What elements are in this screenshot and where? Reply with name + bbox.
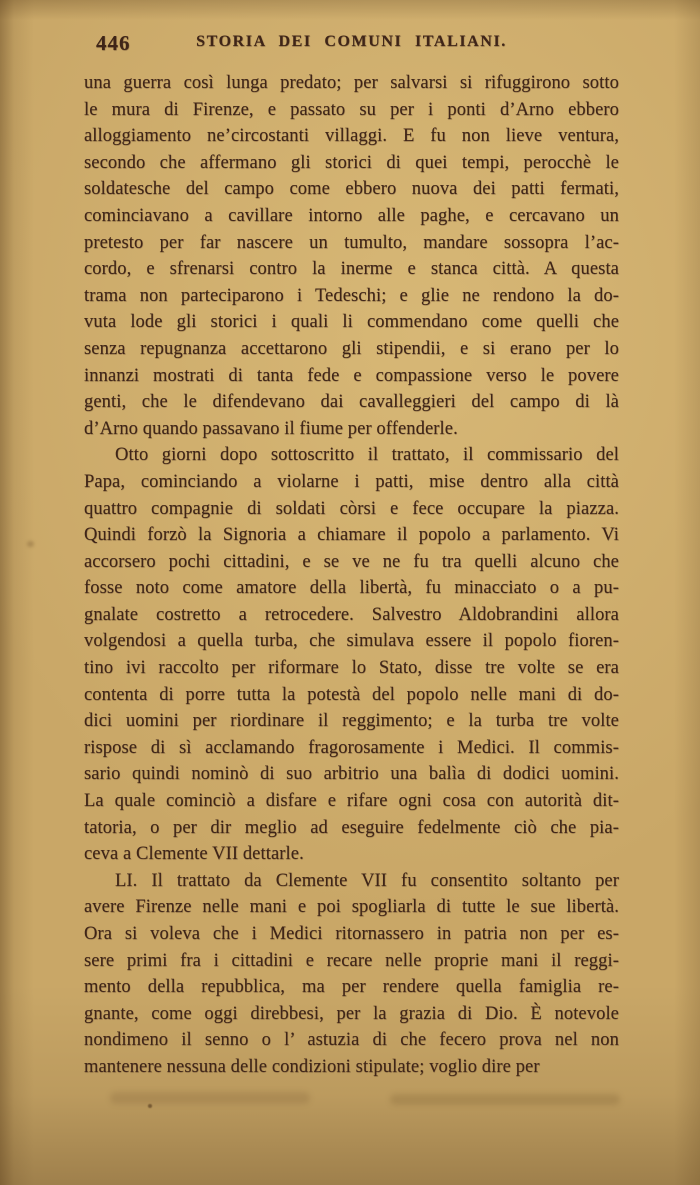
text-line: vuta lode gli storici i quali li commendano come quelli che [84, 312, 619, 333]
text-line: volgendosi a quella turba, che simulava essere il popolo fioren- [84, 631, 619, 652]
text-line: rispose di sì acclamando fragorosamente i Medici. Il commis- [84, 737, 619, 758]
text-line: mento della repubblica, ma per rendere quella famiglia re- [84, 977, 619, 998]
text-line: tatoria, o per dir meglio ad eseguire fedelmente ciò che pia- [84, 817, 619, 838]
paper-speck [27, 541, 34, 547]
text-line: mantenere nessuna delle condizioni stipulate; voglio dire per [84, 1056, 540, 1077]
text-line: cordo, e sfrenarsi contro la inerme e stanca città. A questa [84, 259, 619, 280]
text-line: Otto giorni dopo sottoscritto il trattato, il commissario del [115, 445, 619, 466]
text-line: quattro compagnie di soldati còrsi e fece occupare la piazza. [84, 498, 619, 519]
bleed-through-mark [390, 1094, 620, 1105]
text-line: Ora si voleva che i Medici ritornassero in patria non per es- [84, 924, 619, 944]
text-line: avere Firenze nelle mani e poi spogliarla di tutte le sue libertà. [84, 897, 619, 918]
text-line: pretesto per far nascere un tumulto, mandare sossopra l’ac- [84, 232, 619, 253]
text-line: d’Arno quando passavano il fiume per offenderle. [84, 418, 458, 439]
text-line: LI. Il trattato da Clemente VII fu consentito soltanto per [115, 870, 619, 891]
bleed-through-mark [110, 1092, 310, 1104]
text-line: soldatesche del campo come ebbero nuova dei patti fermati, [84, 179, 619, 200]
text-line: gnalate costretto a retrocedere. Salvestro Aldobrandini allora [84, 604, 619, 625]
text-line: le mura di Firenze, e passato su per i ponti d’Arno ebbero [84, 99, 619, 120]
text-line: cominciavano a cavillare intorno alle paghe, e cercavano un [84, 205, 619, 226]
text-line: sario quindi nominò di suo arbitrio una balìa di dodici uomini. [84, 764, 619, 785]
page-header [84, 31, 619, 57]
text-line: contenta di porre tutta la potestà del popolo nelle mani di do- [84, 684, 619, 705]
text-line: fosse noto come amatore della libertà, fu minacciato o a pu- [84, 578, 619, 599]
text-line: secondo che affermano gli storici di quei tempi, perocchè le [84, 152, 619, 173]
running-header-title: STORIA DEI COMUNI ITALIANI. [196, 33, 507, 50]
text-line: dici uomini per riordinare il reggimento; e la turba tre volte [84, 711, 619, 732]
text-line: ceva a Clemente VII dettarle. [84, 844, 304, 865]
text-line: senza repugnanza accettarono gli stipendii, e si erano per lo [84, 338, 619, 359]
text-line: nondimeno il senno o l’ astuzia di che fecero prova nel non [84, 1030, 619, 1051]
text-line: accorsero pochi cittadini, e se ve ne fu tra quelli alcuno che [84, 551, 619, 572]
page-number: 446 [96, 31, 131, 55]
paper-speck [148, 1104, 152, 1108]
text-line: Quindi forzò la Signoria a chiamare il popolo a parlamento. Vi [84, 525, 619, 546]
text-line: Papa, cominciando a violarne i patti, mise dentro alla città [84, 471, 619, 492]
text-line: La quale cominciò a disfare e rifare ogni cosa con autorità dit- [84, 791, 619, 812]
text-line: gnante, come oggi direbbesi, per la grazia di Dio. È notevole [84, 1003, 619, 1024]
text-line: tino ivi raccolto per riformare lo Stato, disse tre volte se era [84, 658, 619, 679]
text-line: trama non parteciparono i Tedeschi; e glie ne rendono la do- [84, 285, 619, 306]
text-line: innanzi mostrati di tanta fede e compassione verso le povere [84, 365, 619, 386]
text-line: sere primi fra i cittadini e recare nelle proprie mani il reggi- [84, 950, 619, 971]
text-line: una guerra così lunga predato; per salvarsi si rifuggirono sotto [84, 73, 619, 93]
text-line: alloggiamento ne’circostanti villaggi. E fu non lieve ventura, [84, 126, 619, 147]
body-text [84, 70, 619, 1081]
text-line: genti, che le difendevano dai cavalleggieri del campo di là [84, 392, 619, 413]
